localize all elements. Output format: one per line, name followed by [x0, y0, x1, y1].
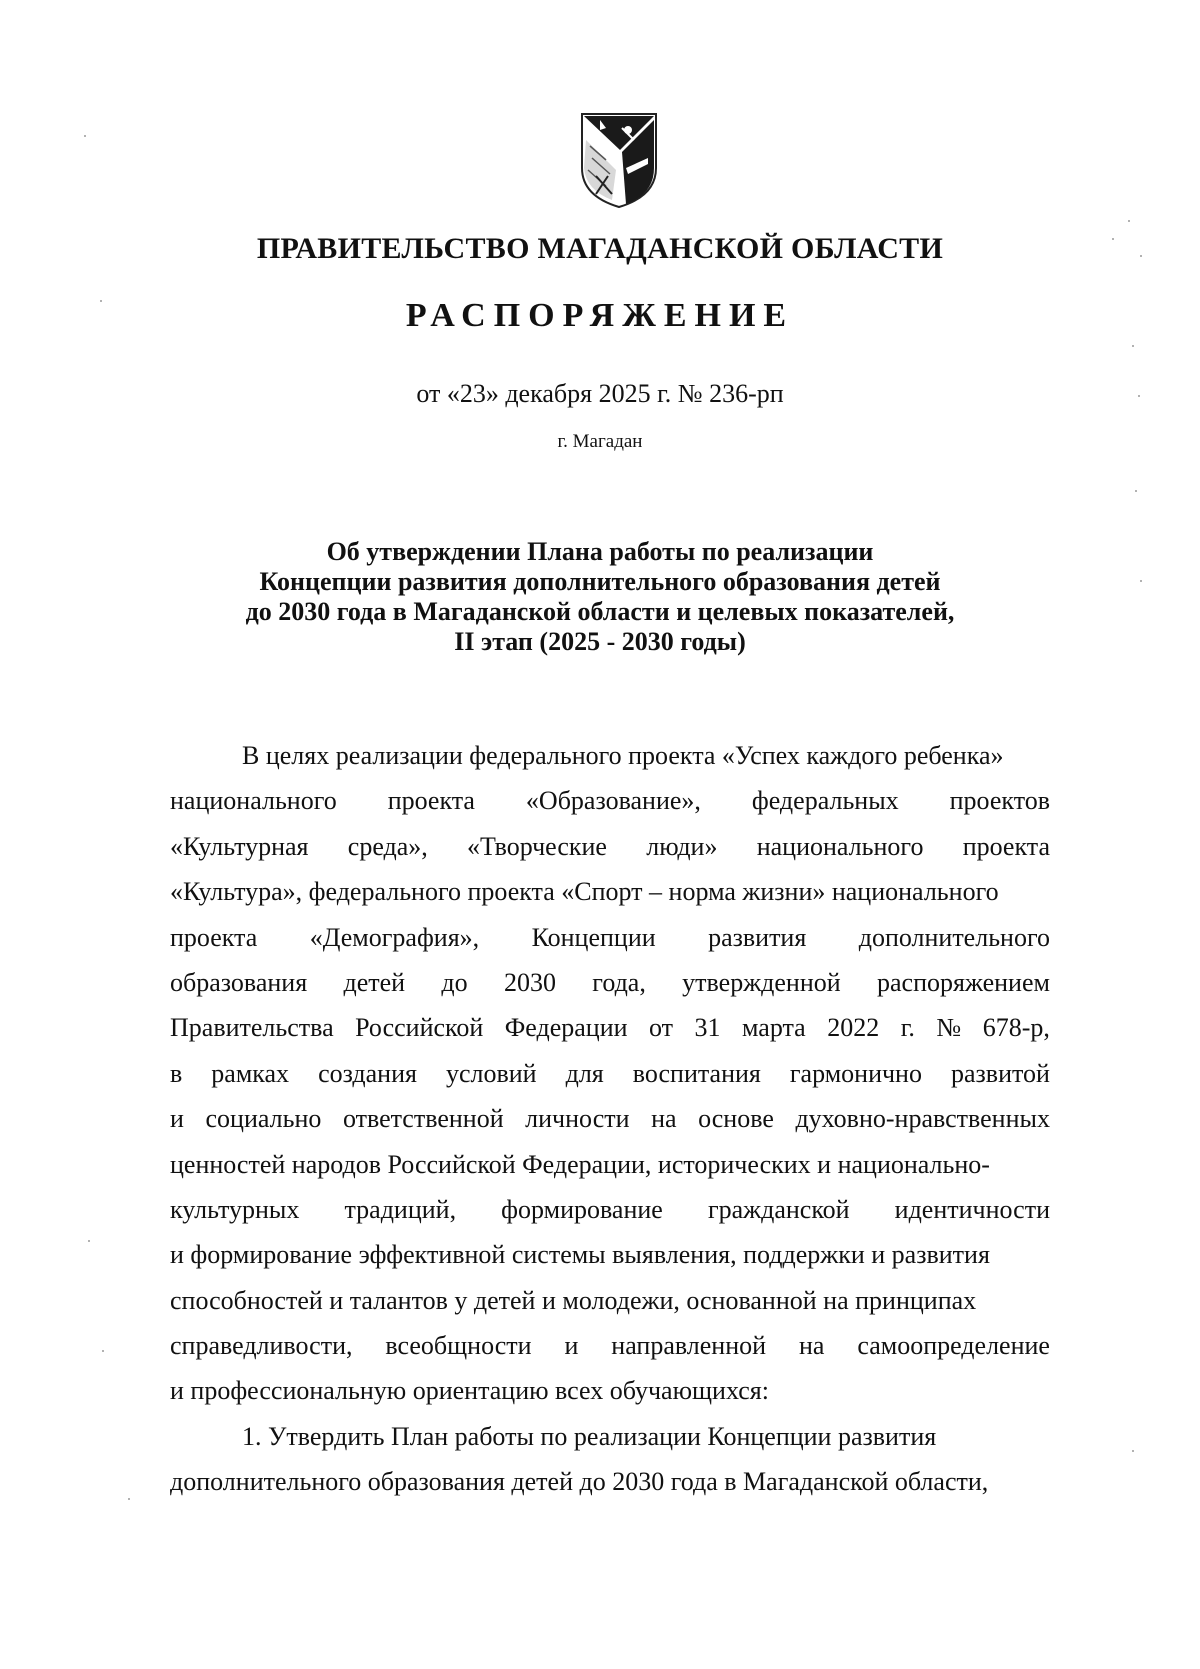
body-word: проекта	[387, 786, 475, 816]
body-word: развитой	[950, 1058, 1050, 1088]
document-subject	[160, 537, 1040, 657]
body-line	[170, 1368, 1050, 1413]
body-word: формирование	[501, 1194, 663, 1224]
body-word: и	[170, 1104, 184, 1134]
body-word: направленной	[611, 1331, 767, 1361]
subject-line: Концепции развития дополнительного образования детей	[259, 567, 941, 596]
body-line-text: дополнительного образования детей до 2030 года в Магаданской области,	[170, 1467, 989, 1497]
body-word: и	[564, 1331, 579, 1361]
document-date-number: от «23» декабря 2025 г. № 236-рп	[416, 379, 784, 408]
body-line	[170, 915, 1050, 960]
body-line-text: 1. Утвердить План работы по реализации Концепции развития	[242, 1421, 937, 1451]
body-word: «Демография»,	[309, 922, 480, 952]
body-word: национального	[170, 786, 337, 816]
body-word: от	[649, 1013, 674, 1043]
body-word: личности	[525, 1104, 630, 1134]
document-body	[170, 733, 1050, 1505]
body-word: духовно-нравственных	[795, 1104, 1050, 1134]
body-word: федеральных	[751, 786, 899, 816]
subject-line: II этап (2025 - 2030 годы)	[454, 627, 746, 656]
body-word: «Творческие	[467, 831, 607, 861]
body-word: 678-р,	[982, 1013, 1050, 1043]
body-word: национального	[756, 831, 924, 861]
coat-of-arms-icon	[576, 110, 662, 210]
body-line-text: «Культура», федерального проекта «Спорт – норма жизни» национального	[170, 877, 999, 907]
body-word: на	[651, 1104, 677, 1134]
body-word: проектов	[949, 786, 1050, 816]
body-word: года,	[592, 967, 646, 997]
subject-line: до 2030 года в Магаданской области и целевых показателей,	[245, 597, 955, 626]
body-word: детей	[343, 967, 406, 997]
body-line	[170, 1278, 1050, 1323]
body-word: до	[441, 967, 468, 997]
body-word: образования	[170, 967, 308, 997]
body-word: рамках	[211, 1058, 290, 1088]
body-word: утвержденной	[682, 967, 841, 997]
body-word: 2030	[503, 967, 556, 997]
body-line-text: и профессиональную ориентацию всех обучающихся:	[170, 1376, 769, 1406]
document-place: г. Магадан	[557, 431, 643, 452]
document-type: РАСПОРЯЖЕНИЕ	[405, 297, 795, 334]
body-line	[170, 960, 1050, 1005]
body-line	[170, 1232, 1050, 1277]
body-word: Федерации	[504, 1013, 628, 1043]
body-line-text: и формирование эффективной системы выявления, поддержки и развития	[170, 1240, 990, 1270]
body-word: Концепции	[531, 922, 656, 952]
body-word: распоряжением	[877, 967, 1050, 997]
body-word: Правительства	[170, 1013, 334, 1043]
body-word: среда»,	[347, 831, 428, 861]
body-line	[170, 1459, 1050, 1504]
body-word: «Образование»,	[525, 786, 701, 816]
body-word: г.	[900, 1013, 915, 1043]
body-word: №	[936, 1013, 962, 1043]
body-word: проекта	[962, 831, 1050, 861]
body-word: традиций,	[344, 1194, 457, 1224]
body-word: проекта	[170, 922, 258, 952]
body-word: создания	[318, 1058, 417, 1088]
body-word: люди»	[646, 831, 718, 861]
body-line	[170, 1142, 1050, 1187]
body-line	[170, 1051, 1050, 1096]
body-word: самоопределение	[857, 1331, 1050, 1361]
body-word: ответственной	[342, 1104, 504, 1134]
body-word: дополнительного	[858, 922, 1050, 952]
body-word: всеобщности	[385, 1331, 532, 1361]
body-line-text: ценностей народов Российской Федерации, исторических и национально-	[170, 1149, 990, 1179]
body-line	[170, 1187, 1050, 1232]
body-line-text: способностей и талантов у детей и молодежи, основанной на принципах	[170, 1285, 977, 1315]
body-word: социально	[205, 1104, 322, 1134]
body-line-text: В целях реализации федерального проекта «Успех каждого ребенка»	[242, 741, 1004, 770]
body-line	[170, 1323, 1050, 1368]
body-word: марта	[742, 1013, 806, 1043]
body-word: идентичности	[894, 1194, 1050, 1224]
body-word: условий	[445, 1058, 537, 1088]
body-word: основе	[698, 1104, 774, 1134]
body-word: гармонично	[789, 1058, 922, 1088]
body-line	[170, 1096, 1050, 1141]
body-word: 2022	[827, 1013, 880, 1043]
body-word: справедливости,	[170, 1331, 353, 1361]
subject-line: Об утверждении Плана работы по реализации	[326, 537, 874, 566]
body-word: культурных	[170, 1194, 300, 1224]
body-word: в	[170, 1058, 183, 1088]
body-word: 31	[694, 1013, 721, 1043]
body-word: на	[798, 1331, 825, 1361]
body-line	[170, 1005, 1050, 1050]
body-line	[170, 1414, 1050, 1459]
body-word: гражданской	[707, 1194, 850, 1224]
government-title: ПРАВИТЕЛЬСТВО МАГАДАНСКОЙ ОБЛАСТИ	[256, 232, 944, 265]
body-line	[170, 778, 1050, 823]
body-word: развития	[708, 922, 807, 952]
body-line	[170, 869, 1050, 914]
body-word: «Культурная	[170, 831, 309, 861]
body-word: воспитания	[632, 1058, 761, 1088]
body-line	[170, 824, 1050, 869]
body-word: для	[565, 1058, 604, 1088]
body-word: Российской	[355, 1013, 484, 1043]
body-line	[170, 733, 1050, 778]
